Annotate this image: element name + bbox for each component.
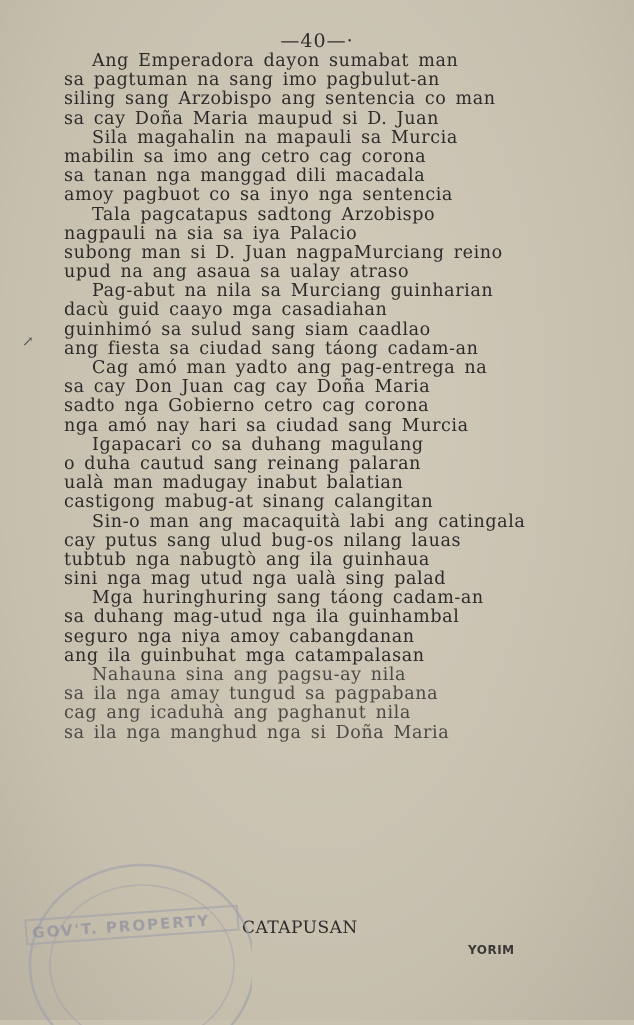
verse-line: amoy pagbuot co sa inyo nga sentencia — [64, 185, 453, 206]
verse-line: cay putus sang ulud bug-os nilang lauas — [64, 530, 462, 551]
verse-line: Cag amó man yadto ang pag-entrega na — [92, 358, 488, 378]
verse-line: sa cay Doña Maria maupud si D. Juan — [64, 108, 440, 129]
verse-line: ang fiesta sa ciudad sang táong cadam-an — [64, 338, 479, 359]
property-stamp-icon — [12, 835, 252, 1025]
verse-line: Igapacari co sa duhang magulang — [92, 434, 424, 455]
poem-verses — [64, 52, 564, 743]
verse-line: mabilin sa imo ang cetro cag corona — [64, 146, 427, 167]
verse-line: sadto nga Gobierno cetro cag corona — [64, 396, 430, 417]
verse-line: sa ila nga manghud nga si Doña Maria — [64, 722, 450, 743]
verse-line: sa tanan nga manggad dili macadala — [64, 166, 426, 187]
verse-line: nagpauli na sia sa iya Palacio — [64, 223, 358, 244]
verse-line: Nahauna sina ang pagsu-ay nila — [92, 665, 407, 685]
verse-line: dacù guid caayo mga casadiahan — [64, 300, 388, 321]
verse-line: ang ila guinbuhat mga catampalasan — [64, 645, 425, 666]
verse-line: upud na ang asaua sa ualay atraso — [64, 262, 410, 283]
verse-line: siling sang Arzobispo ang sentencia co man — [64, 89, 496, 110]
verse-line: seguro nga niya amoy cabangdanan — [64, 626, 415, 647]
verse-line: subong man si D. Juan nagpaMurciang reino — [64, 242, 503, 263]
verse-line: Pag-abut na nila sa Murciang guinharian — [92, 281, 494, 302]
page-number: —40—· — [280, 30, 354, 52]
verse-line: nga amó nay hari sa ciudad sang Murcia — [64, 415, 469, 436]
verse-line: Mga huringhuring sang táong cadam-an — [92, 588, 484, 609]
verse-line: ualà man madugay inabut balatian — [64, 473, 404, 494]
verse-line: sini nga mag utud nga ualà sing palad — [64, 569, 447, 590]
verse-line: guinhimó sa sulud sang siam caadlao — [64, 319, 431, 340]
pencil-mark-icon: ↗ — [22, 334, 34, 350]
verse-line: castigong mabug-at sinang calangitan — [64, 492, 434, 513]
printer-mark: YORIM — [468, 943, 515, 957]
verse-line: tubtub nga nabugtò ang ila guinhaua — [64, 549, 430, 570]
verse-line: Sin-o man ang macaquità labi ang catingala — [92, 511, 526, 532]
verse-line: sa ila nga amay tungud sa pagpabana — [64, 684, 439, 705]
verse-line: sa cay Don Juan cag cay Doña Maria — [64, 377, 431, 398]
verse-line: o duha cautud sang reinang palaran — [64, 453, 422, 474]
verse-line: cag ang icaduhà ang paghanut nila — [64, 703, 411, 724]
end-word: CATAPUSAN — [242, 918, 358, 938]
verse-line: sa pagtuman na sang imo pagbulut-an — [64, 70, 440, 91]
verse-line: sa duhang mag-utud nga ila guinhambal — [64, 607, 460, 628]
verse-line: Tala pagcatapus sadtong Arzobispo — [92, 204, 436, 225]
verse-line: Sila magahalin na mapauli sa Murcia — [92, 127, 458, 148]
verse-line: Ang Emperadora dayon sumabat man — [92, 51, 459, 71]
stamp-text: GOV'T. PROPERTY — [31, 911, 211, 942]
